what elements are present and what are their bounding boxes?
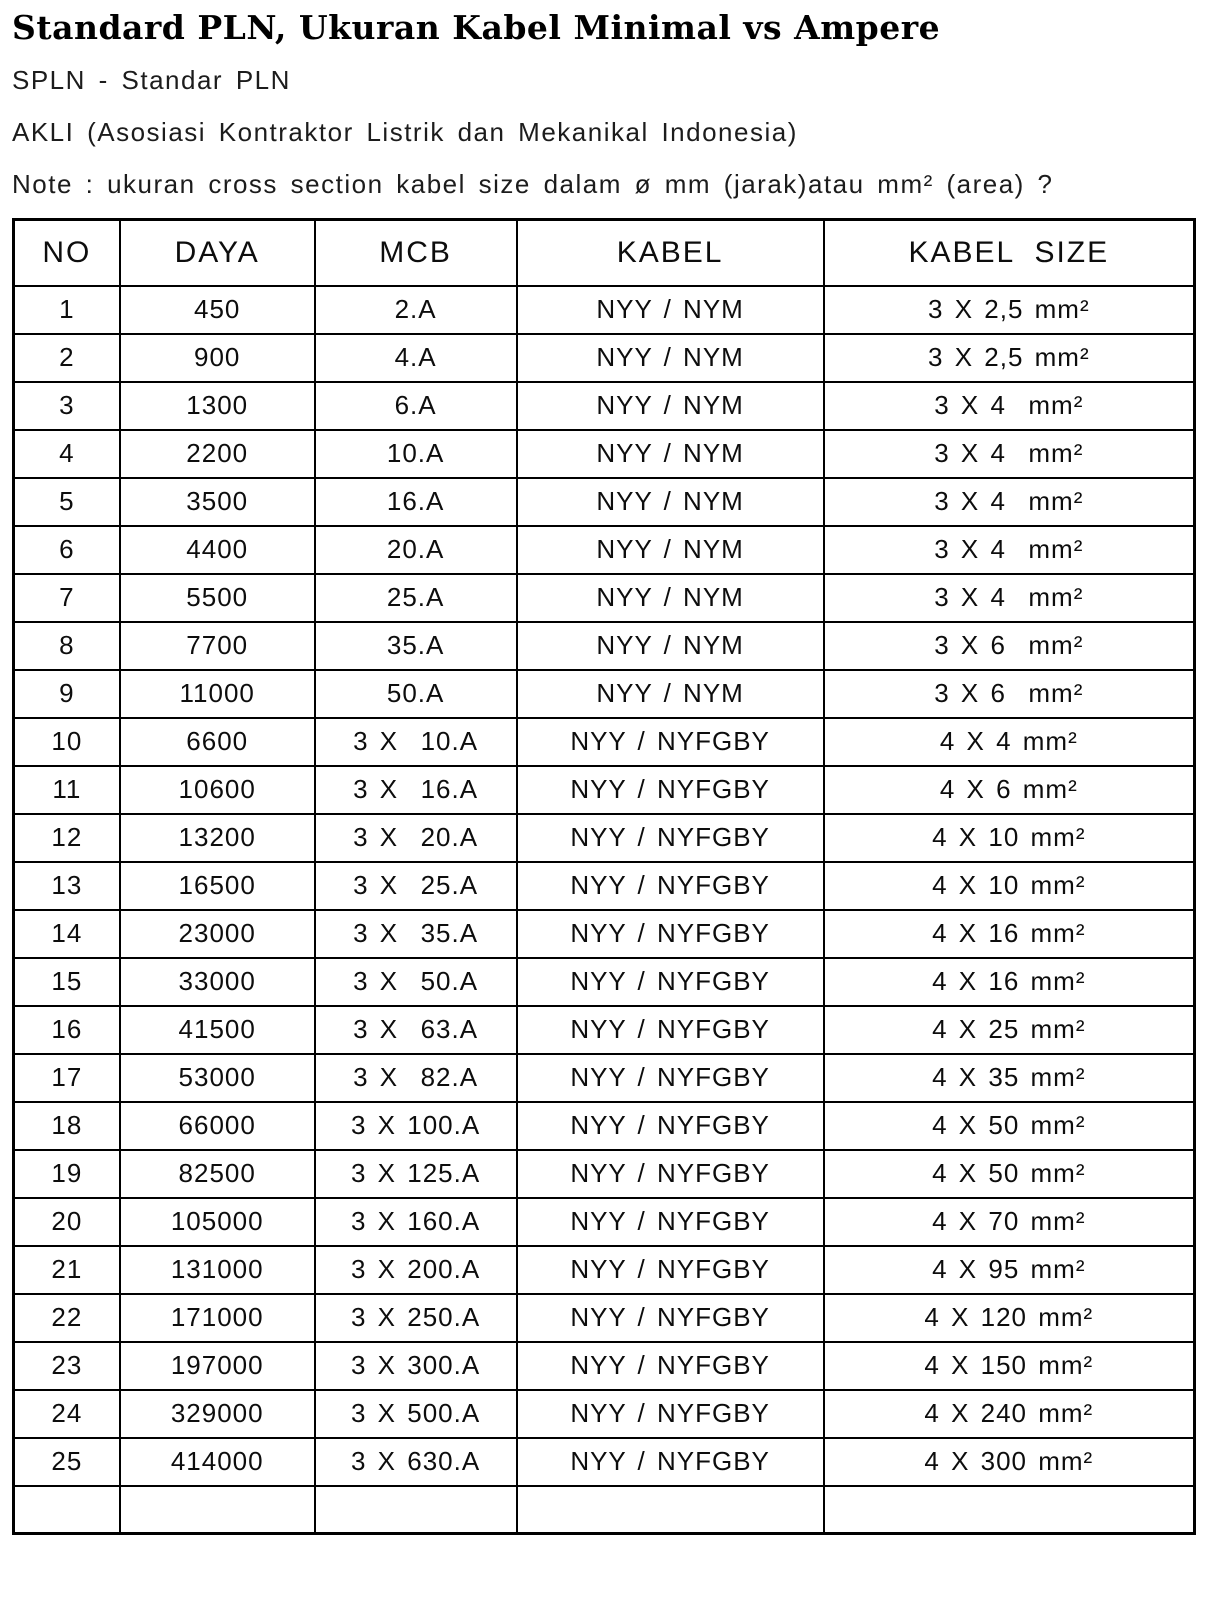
table-cell: NYY / NYFGBY [517, 1246, 824, 1294]
subtitle-akli: AKLI (Asosiasi Kontraktor Listrik dan Mekanikal Indonesia) [12, 117, 798, 147]
table-cell: NYY / NYFGBY [517, 814, 824, 862]
table-cell: 3 X 63.A [315, 1006, 517, 1054]
table-cell: NYY / NYFGBY [517, 1198, 824, 1246]
table-cell: 4.A [315, 334, 517, 382]
table-cell: NYY / NYM [517, 622, 824, 670]
table-cell: 4 X 120 mm² [824, 1294, 1195, 1342]
table-cell: 82500 [120, 1150, 315, 1198]
column-header: MCB [315, 220, 517, 286]
table-cell: 4 X 70 mm² [824, 1198, 1195, 1246]
table-cell: NYY / NYFGBY [517, 1390, 824, 1438]
table-cell: NYY / NYFGBY [517, 958, 824, 1006]
table-cell: 3 X 4 mm² [824, 574, 1195, 622]
table-cell: 4 X 300 mm² [824, 1438, 1195, 1486]
table-cell: NYY / NYFGBY [517, 1438, 824, 1486]
table-cell [315, 1486, 517, 1534]
table-cell [120, 1486, 315, 1534]
table-row [14, 1486, 1195, 1534]
table-row [14, 1150, 1195, 1198]
table-cell [517, 1486, 824, 1534]
table-cell: 3 X 300.A [315, 1342, 517, 1390]
table-cell: 4 X 240 mm² [824, 1390, 1195, 1438]
table-cell: 11 [14, 766, 120, 814]
table-cell: 3 X 250.A [315, 1294, 517, 1342]
table-cell: 3 X 160.A [315, 1198, 517, 1246]
table-cell: 10.A [315, 430, 517, 478]
note-line: Note : ukuran cross section kabel size dalam ø mm (jarak)atau mm² (area) ? [12, 169, 1054, 199]
table-cell: 16 [14, 1006, 120, 1054]
table-cell: 4 X 95 mm² [824, 1246, 1195, 1294]
table-row [14, 622, 1195, 670]
table-cell: NYY / NYM [517, 478, 824, 526]
table-cell: 2200 [120, 430, 315, 478]
table-cell: 3 X 4 mm² [824, 430, 1195, 478]
table-cell: 4 X 50 mm² [824, 1102, 1195, 1150]
page-title: Standard PLN, Ukuran Kabel Minimal vs Ampere [12, 8, 941, 47]
table-cell: 15 [14, 958, 120, 1006]
table-cell: NYY / NYFGBY [517, 718, 824, 766]
table-cell: 25 [14, 1438, 120, 1486]
table-cell: NYY / NYFGBY [517, 1006, 824, 1054]
table-row [14, 1294, 1195, 1342]
table-cell: NYY / NYFGBY [517, 1150, 824, 1198]
table-cell: 4400 [120, 526, 315, 574]
table-cell: 4 [14, 430, 120, 478]
table-cell: NYY / NYM [517, 670, 824, 718]
table-cell: 3 X 630.A [315, 1438, 517, 1486]
table-cell: NYY / NYM [517, 382, 824, 430]
table-cell: 6 [14, 526, 120, 574]
table-cell: 3 X 4 mm² [824, 382, 1195, 430]
table-row [14, 718, 1195, 766]
table-cell: 50.A [315, 670, 517, 718]
table-row [14, 334, 1195, 382]
table-cell: NYY / NYFGBY [517, 910, 824, 958]
table-cell: 35.A [315, 622, 517, 670]
table-cell: 13 [14, 862, 120, 910]
table-cell: 53000 [120, 1054, 315, 1102]
table-cell: 4 X 6 mm² [824, 766, 1195, 814]
table-cell: 3 X 2,5 mm² [824, 286, 1195, 334]
table-cell: 3 X 200.A [315, 1246, 517, 1294]
table-cell: NYY / NYM [517, 334, 824, 382]
table-cell: 131000 [120, 1246, 315, 1294]
table-cell: 3 X 500.A [315, 1390, 517, 1438]
table-cell: NYY / NYFGBY [517, 766, 824, 814]
table-cell: 4 X 50 mm² [824, 1150, 1195, 1198]
table-cell: 4 X 150 mm² [824, 1342, 1195, 1390]
table-cell: 20.A [315, 526, 517, 574]
table-cell: 3 X 10.A [315, 718, 517, 766]
table-cell: 3 X 16.A [315, 766, 517, 814]
table-row [14, 1390, 1195, 1438]
table-cell: 6.A [315, 382, 517, 430]
table-cell: 3 X 4 mm² [824, 526, 1195, 574]
table-cell: 6600 [120, 718, 315, 766]
table-row [14, 1246, 1195, 1294]
table-cell: 23 [14, 1342, 120, 1390]
table-cell: 25.A [315, 574, 517, 622]
table-cell: 3 X 25.A [315, 862, 517, 910]
table-row [14, 814, 1195, 862]
table-cell: 41500 [120, 1006, 315, 1054]
table-cell: 1300 [120, 382, 315, 430]
table-cell: 4 X 4 mm² [824, 718, 1195, 766]
table-cell: 13200 [120, 814, 315, 862]
table-cell: 3 X 100.A [315, 1102, 517, 1150]
table-cell: 4 X 25 mm² [824, 1006, 1195, 1054]
table-row [14, 1198, 1195, 1246]
table-cell: NYY / NYFGBY [517, 862, 824, 910]
table-cell: 4 X 16 mm² [824, 910, 1195, 958]
table-cell: 23000 [120, 910, 315, 958]
table-cell: 329000 [120, 1390, 315, 1438]
table-cell: 3 X 50.A [315, 958, 517, 1006]
table-cell: NYY / NYFGBY [517, 1294, 824, 1342]
table-row [14, 670, 1195, 718]
table-cell: 4 X 10 mm² [824, 862, 1195, 910]
table-cell: 197000 [120, 1342, 315, 1390]
table-cell: 16500 [120, 862, 315, 910]
table-cell: 17 [14, 1054, 120, 1102]
table-cell: 21 [14, 1246, 120, 1294]
column-header: DAYA [120, 220, 315, 286]
table-cell: 171000 [120, 1294, 315, 1342]
kabel-table [12, 218, 1196, 1535]
table-cell: NYY / NYFGBY [517, 1102, 824, 1150]
table-cell: 16.A [315, 478, 517, 526]
table-cell: 2.A [315, 286, 517, 334]
table-cell: 3 X 20.A [315, 814, 517, 862]
table-cell: 12 [14, 814, 120, 862]
table-cell: 3500 [120, 478, 315, 526]
table-cell: NYY / NYM [517, 430, 824, 478]
table-cell: 7700 [120, 622, 315, 670]
table-cell: 3 X 6 mm² [824, 622, 1195, 670]
column-header: KABEL SIZE [824, 220, 1195, 286]
table-row [14, 910, 1195, 958]
table-cell: 3 X 6 mm² [824, 670, 1195, 718]
table-cell: 7 [14, 574, 120, 622]
table-cell: 3 X 2,5 mm² [824, 334, 1195, 382]
table-header-row [14, 220, 1195, 286]
table-cell: 3 X 82.A [315, 1054, 517, 1102]
table-cell: 5500 [120, 574, 315, 622]
table-body [14, 286, 1195, 1534]
table-cell: 66000 [120, 1102, 315, 1150]
table-cell: 8 [14, 622, 120, 670]
table-cell: NYY / NYM [517, 526, 824, 574]
table-header [14, 220, 1195, 286]
table-cell [14, 1486, 120, 1534]
table-cell: 3 [14, 382, 120, 430]
subtitle-spln: SPLN - Standar PLN [12, 65, 291, 95]
table-row [14, 574, 1195, 622]
table-cell: 4 X 16 mm² [824, 958, 1195, 1006]
table-cell: 14 [14, 910, 120, 958]
table-row [14, 382, 1195, 430]
table-cell: 10600 [120, 766, 315, 814]
table-row [14, 430, 1195, 478]
table-row [14, 862, 1195, 910]
table-row [14, 286, 1195, 334]
table-cell: NYY / NYM [517, 574, 824, 622]
table-cell: 2 [14, 334, 120, 382]
table-cell: 4 X 10 mm² [824, 814, 1195, 862]
table-cell: 3 X 35.A [315, 910, 517, 958]
table-cell: 11000 [120, 670, 315, 718]
table-cell: 5 [14, 478, 120, 526]
table-cell: 3 X 125.A [315, 1150, 517, 1198]
table-row [14, 1006, 1195, 1054]
table-cell: 24 [14, 1390, 120, 1438]
table-row [14, 478, 1195, 526]
table-row [14, 1054, 1195, 1102]
table-cell: NYY / NYFGBY [517, 1054, 824, 1102]
table-cell: 414000 [120, 1438, 315, 1486]
table-row [14, 958, 1195, 1006]
table-cell: 900 [120, 334, 315, 382]
column-header: NO [14, 220, 120, 286]
table-cell: 22 [14, 1294, 120, 1342]
table-cell: NYY / NYFGBY [517, 1342, 824, 1390]
table-cell: 18 [14, 1102, 120, 1150]
table-row [14, 1342, 1195, 1390]
table-cell: 19 [14, 1150, 120, 1198]
table-row [14, 766, 1195, 814]
table-cell: NYY / NYM [517, 286, 824, 334]
column-header: KABEL [517, 220, 824, 286]
table-cell: 105000 [120, 1198, 315, 1246]
table-row [14, 526, 1195, 574]
table-cell: 3 X 4 mm² [824, 478, 1195, 526]
table-cell [824, 1486, 1195, 1534]
table-cell: 9 [14, 670, 120, 718]
table-row [14, 1438, 1195, 1486]
table-cell: 10 [14, 718, 120, 766]
table-cell: 20 [14, 1198, 120, 1246]
table-cell: 4 X 35 mm² [824, 1054, 1195, 1102]
table-cell: 33000 [120, 958, 315, 1006]
table-cell: 450 [120, 286, 315, 334]
table-cell: 1 [14, 286, 120, 334]
table-row [14, 1102, 1195, 1150]
